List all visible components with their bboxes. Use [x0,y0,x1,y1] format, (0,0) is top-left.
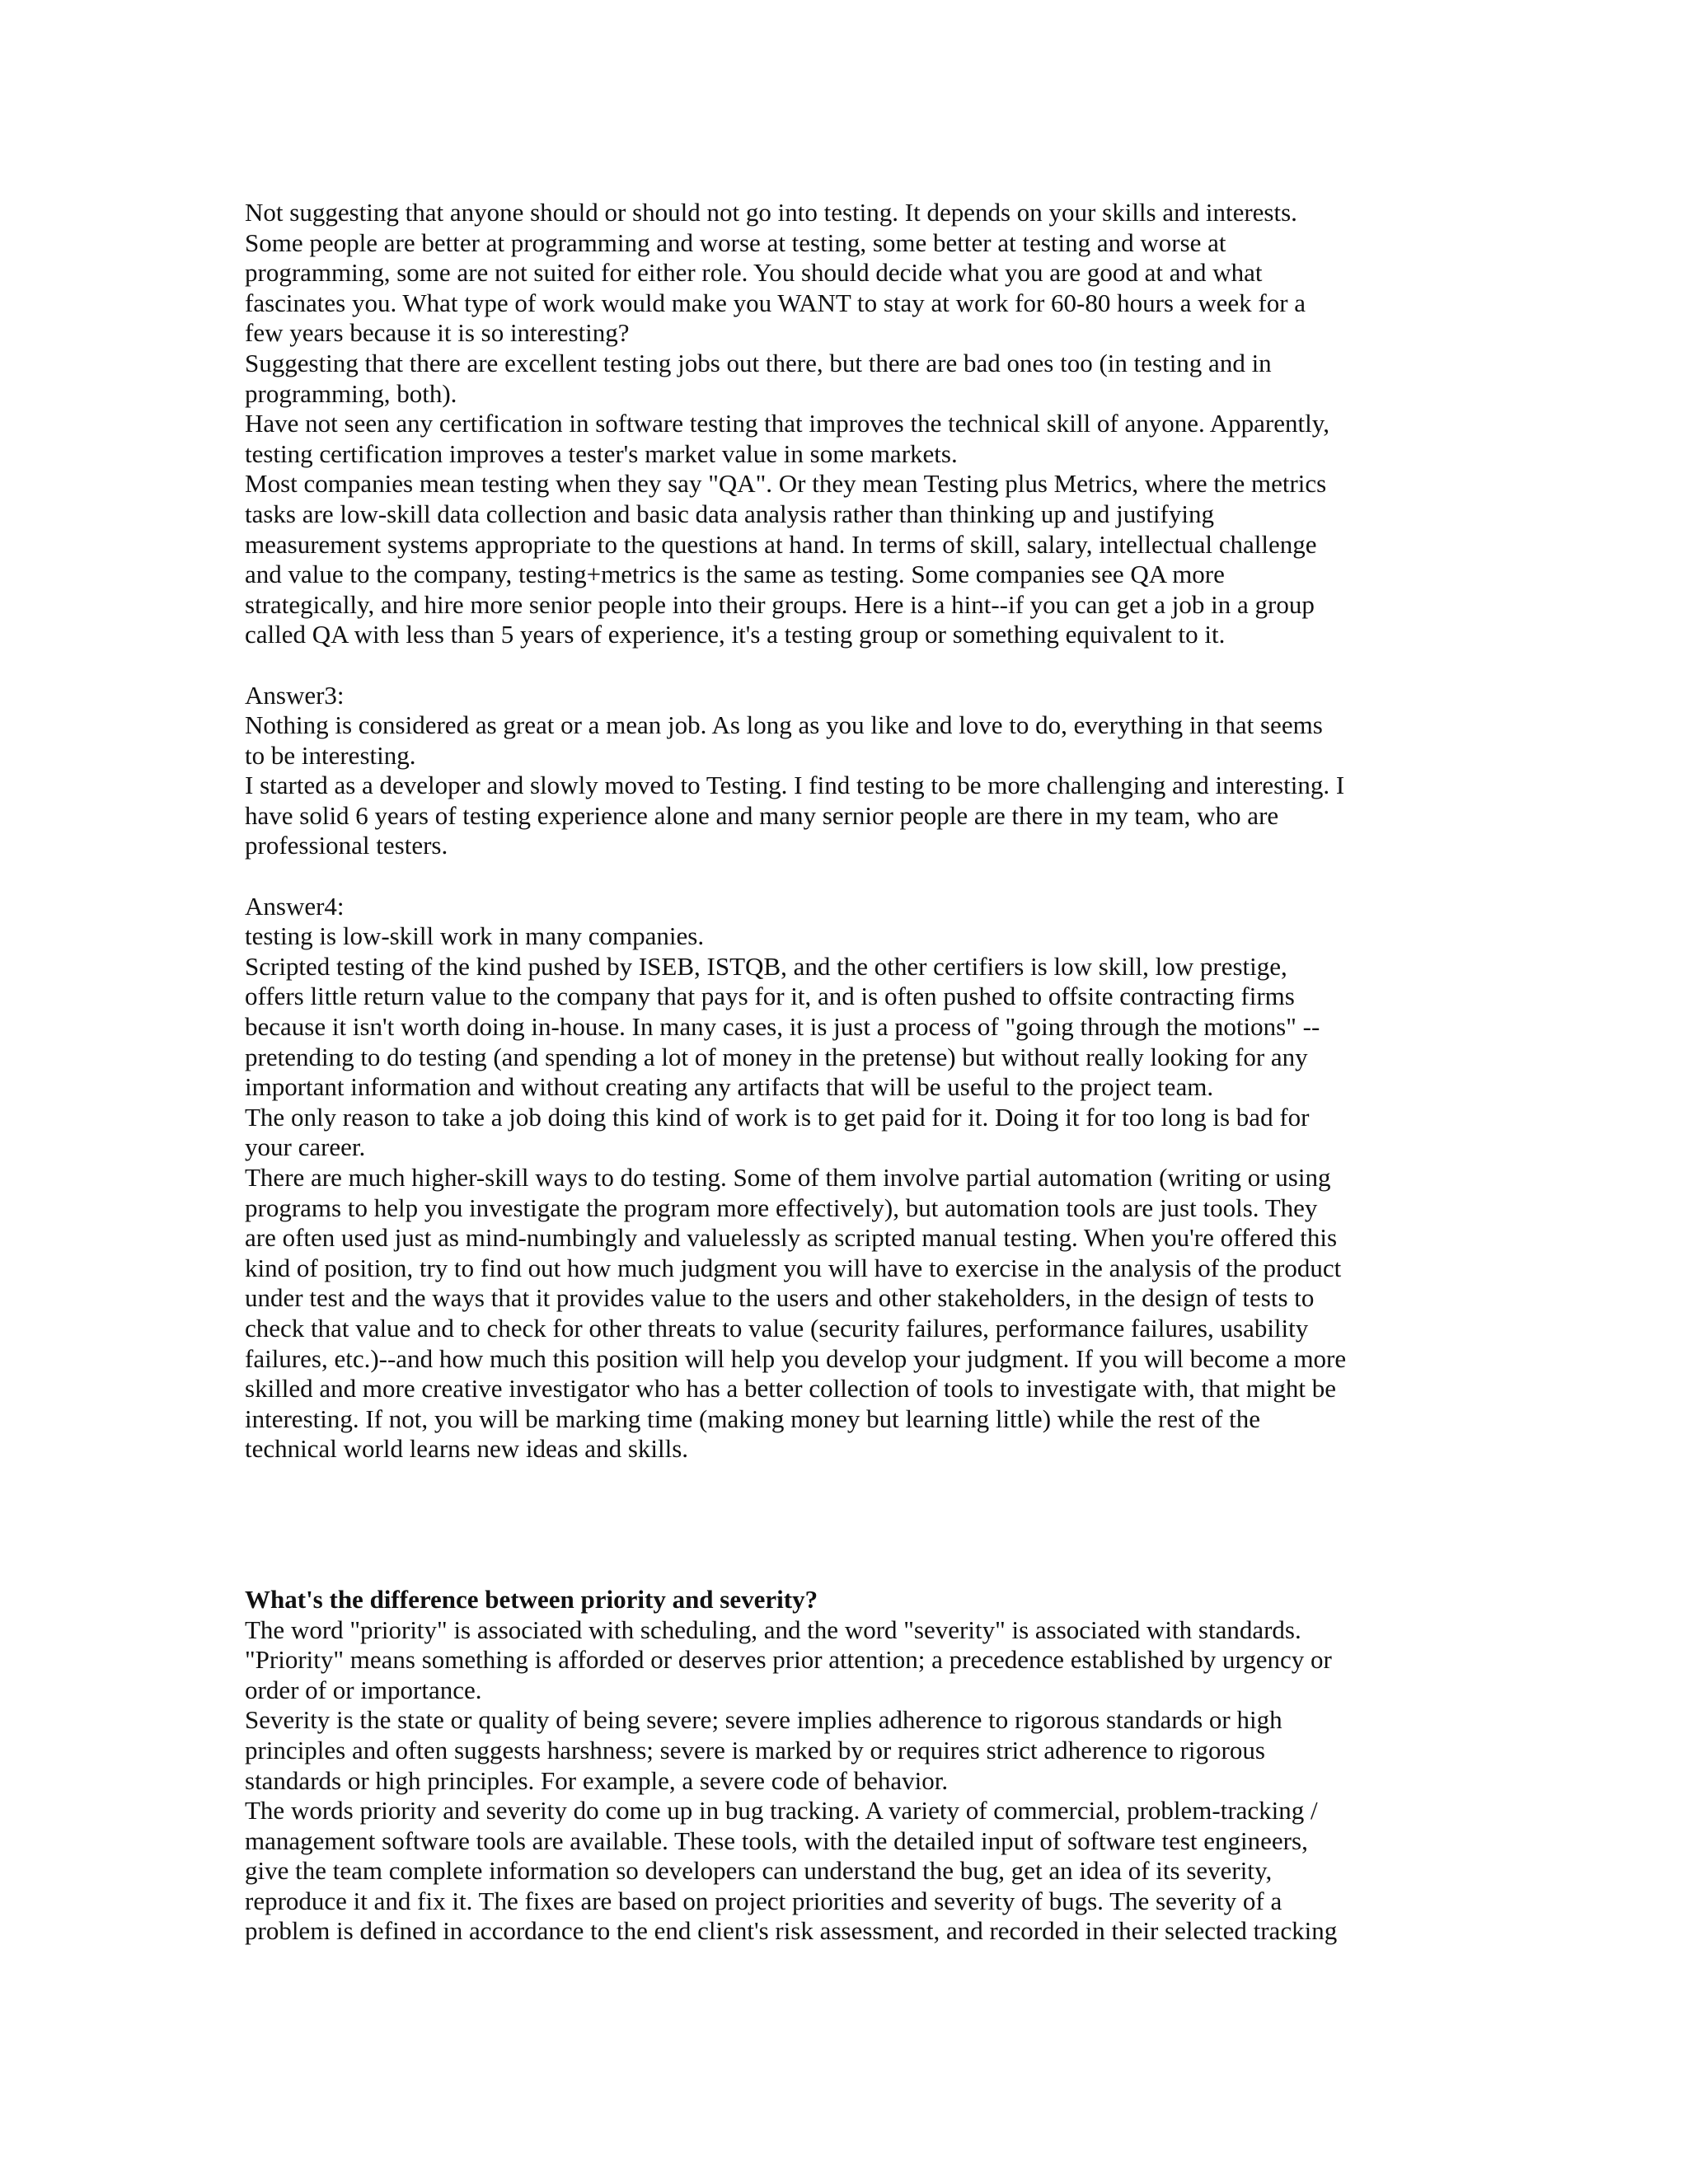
text-line: kind of position, try to find out how much judgment you will have to exercise in the analysis of the product [245,1253,1342,1282]
text-line: important information and without creating any artifacts that will be useful to the project team. [245,1072,1214,1102]
text-line: offers little return value to the company that pays for it, and is often pushed to offsite contracting firms [245,982,1295,1011]
text-line: because it isn't worth doing in-house. In many cases, it is just a process of "going through the motions" -- [245,1012,1320,1042]
text-line: Not suggesting that anyone should or should not go into testing. It depends on your skills and interests. [245,198,1297,227]
paragraph-gap [245,861,1448,892]
paragraph-gap [245,650,1448,681]
section-heading: What's the difference between priority and severity? [245,1584,818,1614]
text-line: check that value and to check for other threats to value (security failures, performance failures, usability [245,1313,1309,1343]
text-line: I started as a developer and slowly moved to Testing. I find testing to be more challenging and interesting. I [245,771,1345,800]
answer3-label: Answer3: [245,680,345,710]
text-line: problem is defined in accordance to the end client's risk assessment, and recorded in their selected tracking [245,1916,1338,1946]
text-line: tasks are low-skill data collection and basic data analysis rather than thinking up and justifying [245,499,1214,528]
text-line: reproduce it and fix it. The fixes are based on project priorities and severity of bugs. The severity of a [245,1886,1282,1915]
text-line: professional testers. [245,831,448,860]
text-line: testing certification improves a tester's market value in some markets. [245,438,958,468]
document-body [245,198,1448,1947]
text-line: skilled and more creative investigator who has a better collection of tools to investigate with, that might be [245,1374,1337,1404]
text-line: There are much higher-skill ways to do testing. Some of them involve partial automation (writing or using [245,1163,1331,1192]
text-line: principles and often suggests harshness; severe is marked by or requires strict adherence to rigorous [245,1735,1265,1765]
text-line: are often used just as mind-numbingly and valuelessly as scripted manual testing. When you're offered this [245,1223,1338,1253]
answer3-section [245,681,1448,862]
text-line: few years because it is so interesting? [245,318,630,348]
text-line: Have not seen any certification in software testing that improves the technical skill of anyone. Apparently, [245,409,1329,438]
text-line: under test and the ways that it provides value to the users and other stakeholders, in the design of tests to [245,1283,1315,1313]
text-line: fascinates you. What type of work would make you WANT to stay at work for 60-80 hours a week for a [245,288,1306,317]
text-line: testing is low-skill work in many companies. [245,921,705,951]
priority-severity-section [245,1585,1448,1947]
text-line: measurement systems appropriate to the questions at hand. In terms of skill, salary, intellectual challenge [245,529,1317,559]
text-line: and value to the company, testing+metrics is the same as testing. Some companies see QA more [245,560,1225,589]
text-line: Suggesting that there are excellent testing jobs out there, but there are bad ones too (in testing and in [245,348,1272,377]
intro-paragraphs [245,198,1448,650]
text-line: management software tools are available. These tools, with the detailed input of software test engineers, [245,1825,1308,1855]
text-line: to be interesting. [245,740,416,770]
text-line: have solid 6 years of testing experience alone and many sernior people are there in my team, who are [245,800,1279,830]
text-line: give the team complete information so developers can understand the bug, get an idea of its severity, [245,1856,1273,1886]
text-line: programs to help you investigate the program more effectively), but automation tools are just tools. They [245,1193,1318,1222]
text-line: programming, some are not suited for either role. You should decide what you are good at and what [245,258,1263,288]
text-line: failures, etc.)--and how much this position will help you develop your judgment. If you will become a more [245,1343,1347,1373]
text-line: Scripted testing of the kind pushed by ISEB, ISTQB, and the other certifiers is low skill, low prestige, [245,951,1287,981]
text-line: The only reason to take a job doing this kind of work is to get paid for it. Doing it for too long is bad for [245,1102,1310,1132]
text-line: pretending to do testing (and spending a lot of money in the pretense) but without really looking for any [245,1042,1308,1071]
text-line: Nothing is considered as great or a mean job. As long as you like and love to do, everything in that seems [245,710,1323,740]
text-line: "Priority" means something is afforded or deserves prior attention; a precedence established by urgency or [245,1645,1332,1675]
text-line: standards or high principles. For example, a severe code of behavior. [245,1765,949,1795]
text-line: order of or importance. [245,1675,482,1704]
text-line: technical world learns new ideas and skills. [245,1434,689,1464]
text-line: The words priority and severity do come up in bug tracking. A variety of commercial, problem-tracking / [245,1796,1318,1825]
text-line: Most companies mean testing when they say "QA". Or they mean Testing plus Metrics, where the metrics [245,469,1327,499]
text-line: Some people are better at programming and worse at testing, some better at testing and worse at [245,227,1226,257]
text-line: strategically, and hire more senior people into their groups. Here is a hint--if you can get a job in a group [245,589,1315,619]
text-line: your career. [245,1132,366,1162]
text-line: interesting. If not, you will be marking time (making money but learning little) while the rest of the [245,1404,1260,1433]
section-gap [245,1465,1448,1585]
text-line: The word "priority" is associated with scheduling, and the word "severity" is associated with standards. [245,1615,1301,1644]
text-line: called QA with less than 5 years of experience, it's a testing group or something equivalent to it. [245,620,1226,649]
text-line: Severity is the state or quality of being severe; severe implies adherence to rigorous standards or high [245,1705,1282,1735]
answer4-label: Answer4: [245,891,345,921]
answer4-section [245,892,1448,1465]
text-line: programming, both). [245,378,457,408]
